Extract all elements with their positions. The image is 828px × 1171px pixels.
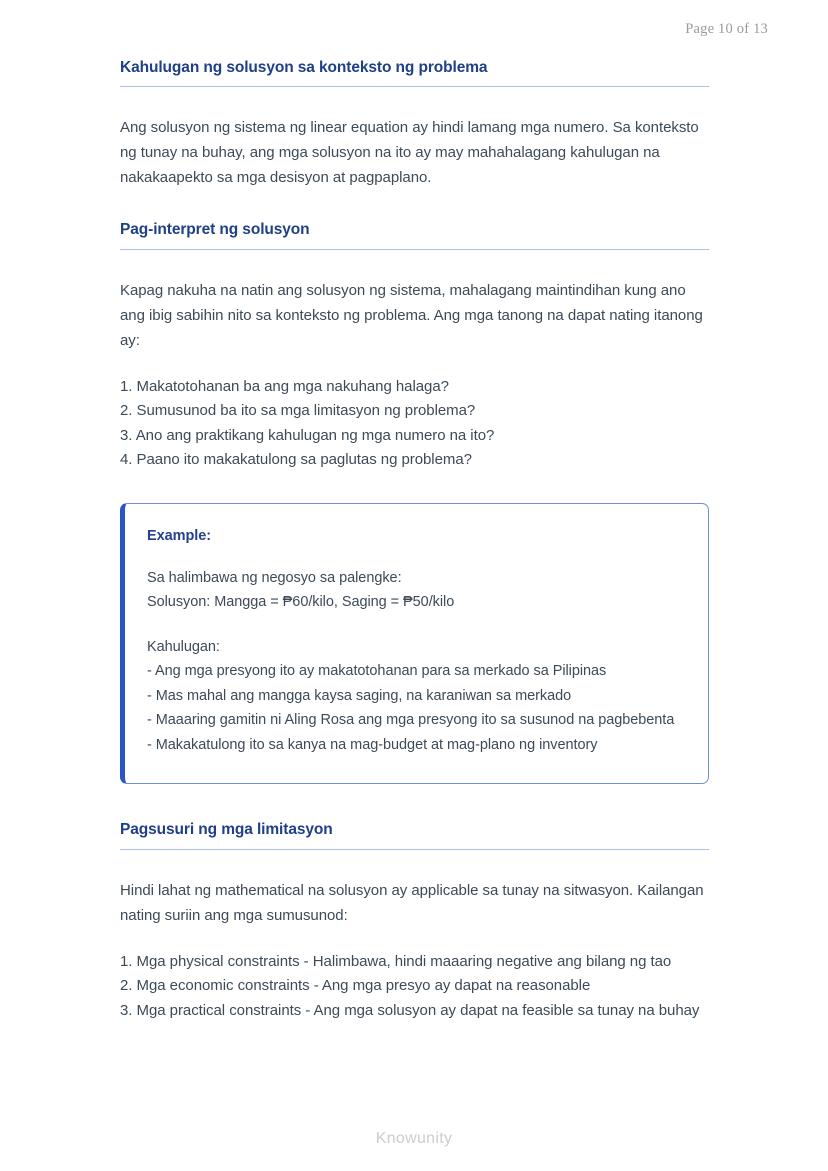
spacer bbox=[120, 850, 709, 878]
page-number: Page 10 of 13 bbox=[685, 21, 768, 37]
section-heading-kahulugan: Kahulugan ng solusyon sa konteksto ng problema bbox=[120, 59, 488, 76]
spacer bbox=[120, 87, 709, 115]
section-kahulugan bbox=[120, 58, 709, 87]
spacer bbox=[120, 928, 709, 950]
spacer bbox=[120, 250, 709, 278]
example-intro-line: Sa halimbawa ng negosyo sa palengke: bbox=[147, 569, 402, 586]
example-callout-box bbox=[120, 503, 709, 785]
section-heading-pagsusuri: Pagsusuri ng mga limitasyon bbox=[120, 821, 333, 839]
list-pag-interpret bbox=[120, 375, 709, 473]
section-heading-pag-interpret: Pag-interpret ng solusyon bbox=[120, 221, 310, 239]
example-meaning-item: - Mas mahal ang mangga kaysa saging, na karaniwan sa merkado bbox=[147, 687, 572, 704]
footer-watermark: Knowunity bbox=[375, 1130, 453, 1147]
list-item: 2. Sumusunod ba ito sa mga limitasyon ng problema? bbox=[120, 402, 476, 420]
section-pagsusuri bbox=[120, 820, 709, 849]
list-item: 1. Makatotohanan ba ang mga nakuhang halaga? bbox=[120, 377, 449, 395]
spacer bbox=[120, 190, 709, 220]
list-item: 3. Mga practical constraints - Ang mga solusyon ay dapat na feasible sa tunay na buhay bbox=[120, 1001, 700, 1019]
section-pag-interpret bbox=[120, 220, 709, 249]
paragraph-pag-interpret: Kapag nakuha na natin ang solusyon ng sistema, mahalagang maintindihan kung ano ang ibig sabihin nito sa konteksto ng problema. Ang mga tanong na dapat nating itanong ay: bbox=[120, 281, 703, 349]
spacer bbox=[120, 784, 709, 820]
paragraph-kahulugan: Ang solusyon ng sistema ng linear equation ay hindi lamang mga numero. Sa konteksto ng tunay na buhay, ang mga solusyon na ito ay may mahahalagang kahulugan na nakakaapekto sa mga desisyon at pagpaplano. bbox=[120, 119, 699, 187]
example-solution-line: Solusyon: Mangga = ₱60/kilo, Saging = ₱50/kilo bbox=[147, 594, 455, 611]
example-title: Example: bbox=[147, 527, 212, 544]
spacer bbox=[147, 615, 682, 635]
example-meaning-item: - Makakatulong ito sa kanya na mag-budget at mag-plano ng inventory bbox=[147, 736, 598, 753]
example-meaning-heading: Kahulugan: bbox=[147, 638, 220, 655]
example-meaning-item: - Ang mga presyong ito ay makatotohanan para sa merkado sa Pilipinas bbox=[147, 663, 607, 680]
list-item: 4. Paano ito makakatulong sa paglutas ng problema? bbox=[120, 451, 472, 469]
list-item: 2. Mga economic constraints - Ang mga presyo ay dapat na reasonable bbox=[120, 977, 591, 995]
list-item: 1. Mga physical constraints - Halimbawa, hindi maaaring negative ang bilang ng tao bbox=[120, 952, 672, 970]
spacer bbox=[120, 353, 709, 375]
example-meaning-item: - Maaaring gamitin ni Aling Rosa ang mga presyong ito sa susunod na pagbebenta bbox=[147, 712, 675, 729]
document-content bbox=[120, 58, 709, 1023]
list-item: 3. Ano ang praktikang kahulugan ng mga numero na ito? bbox=[120, 426, 495, 444]
paragraph-pagsusuri: Hindi lahat ng mathematical na solusyon ay applicable sa tunay na sitwasyon. Kailangan nating suriin ang mga sumusunod: bbox=[120, 881, 704, 924]
list-pagsusuri bbox=[120, 950, 709, 1024]
